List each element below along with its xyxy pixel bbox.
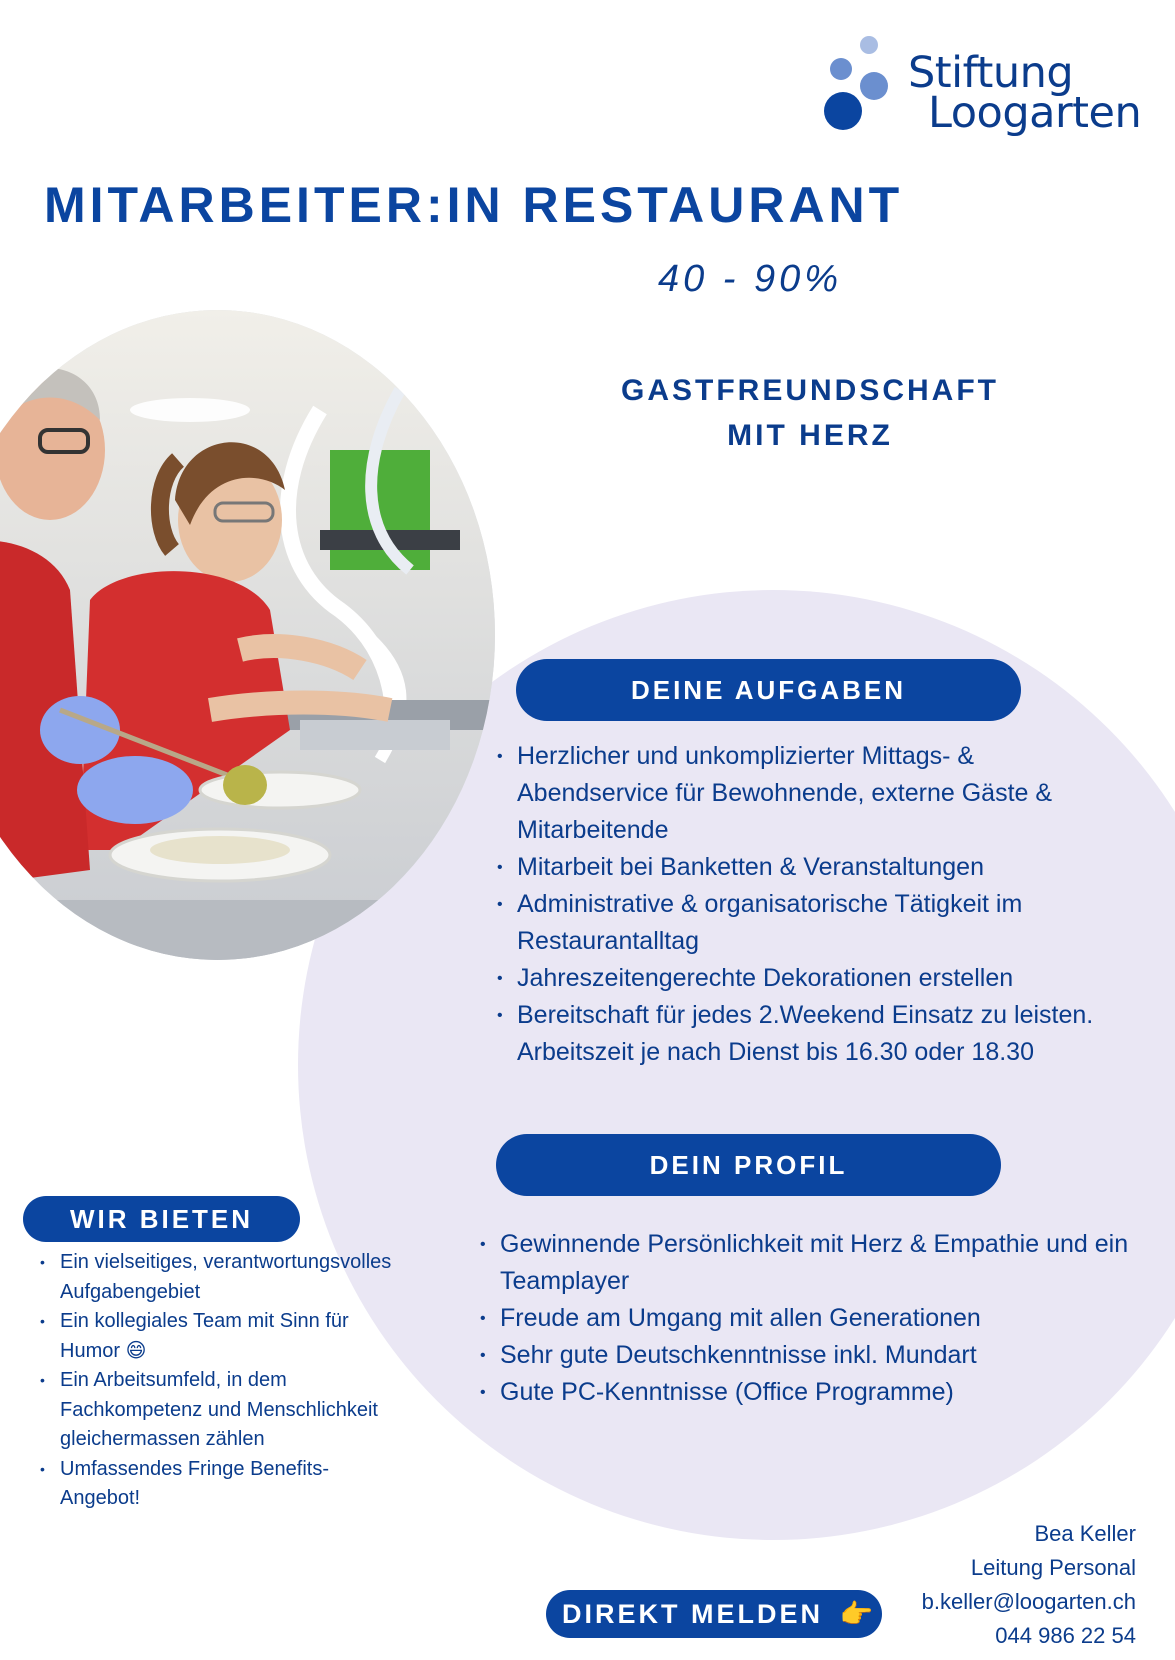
tagline <box>560 368 1060 458</box>
contact-name: Bea Keller <box>1034 1521 1136 1546</box>
logo-dot-left <box>830 58 852 80</box>
tagline-line1: GASTFREUNDSCHAFT <box>621 374 999 407</box>
list-item: • Gewinnende Persönlichkeit mit Herz & Empathie und ein Teamplayer <box>480 1226 1150 1300</box>
logo-dot-mid <box>860 72 888 100</box>
list-item: • Administrative & organisatorische Tätigkeit im Restaurantalltag <box>497 886 1117 960</box>
contact-email[interactable]: b.keller@loogarten.ch <box>921 1589 1136 1614</box>
logo-text-line1: Stiftung <box>908 48 1074 98</box>
aufgaben-list <box>497 738 1117 1071</box>
list-item: • Gute PC-Kenntnisse (Office Programme) <box>480 1374 1150 1411</box>
list-item: • Freude am Umgang mit allen Generationen <box>480 1300 1150 1337</box>
direkt-melden-button[interactable] <box>546 1590 882 1638</box>
logo-text-line2: Loogarten <box>928 88 1142 138</box>
list-item: • Herzlicher und unkomplizierter Mittags- & Abendservice für Bewohnende, externe Gäste & Mitarbeitende <box>497 738 1117 849</box>
aufgaben-heading: DEINE AUFGABEN <box>516 659 1021 721</box>
list-item: • Sehr gute Deutschkenntnisse inkl. Mundart <box>480 1337 1150 1374</box>
logo-dot-small <box>860 36 878 54</box>
list-item: • Mitarbeit bei Banketten & Veranstaltungen <box>497 849 1117 886</box>
profil-heading: DEIN PROFIL <box>496 1134 1001 1196</box>
bieten-list <box>40 1248 395 1514</box>
direkt-melden-label: DIREKT MELDEN <box>562 1599 823 1629</box>
pointing-hand-icon: 👉 <box>839 1599 877 1629</box>
tagline-line2: MIT HERZ <box>727 419 893 452</box>
logo-dot-large <box>824 92 862 130</box>
list-item: • Jahreszeitengerechte Dekorationen erstellen <box>497 960 1117 997</box>
list-item: • Ein Arbeitsumfeld, in dem Fachkompetenz und Menschlichkeit gleichermassen zählen <box>40 1366 395 1455</box>
page-title: MITARBEITER:IN RESTAURANT <box>44 177 904 233</box>
contact-role: Leitung Personal <box>970 1555 1136 1580</box>
list-item: • Ein vielseitiges, verantwortungsvolles Aufgabengebiet <box>40 1248 395 1307</box>
contact-block <box>840 1517 1136 1653</box>
list-item: • Bereitschaft für jedes 2.Weekend Einsatz zu leisten. Arbeitszeit je nach Dienst bis 16.30 oder 18.30 <box>497 997 1117 1071</box>
profil-list <box>480 1226 1150 1411</box>
list-item: • Ein kollegiales Team mit Sinn für Humor 😄 <box>40 1307 395 1366</box>
bieten-heading: WIR BIETEN <box>23 1196 300 1242</box>
logo <box>820 30 1140 140</box>
workload-percentage: 40 - 90% <box>657 258 843 300</box>
list-item: • Umfassendes Fringe Benefits-Angebot! <box>40 1455 395 1514</box>
contact-phone[interactable]: 044 986 22 54 <box>995 1623 1136 1648</box>
